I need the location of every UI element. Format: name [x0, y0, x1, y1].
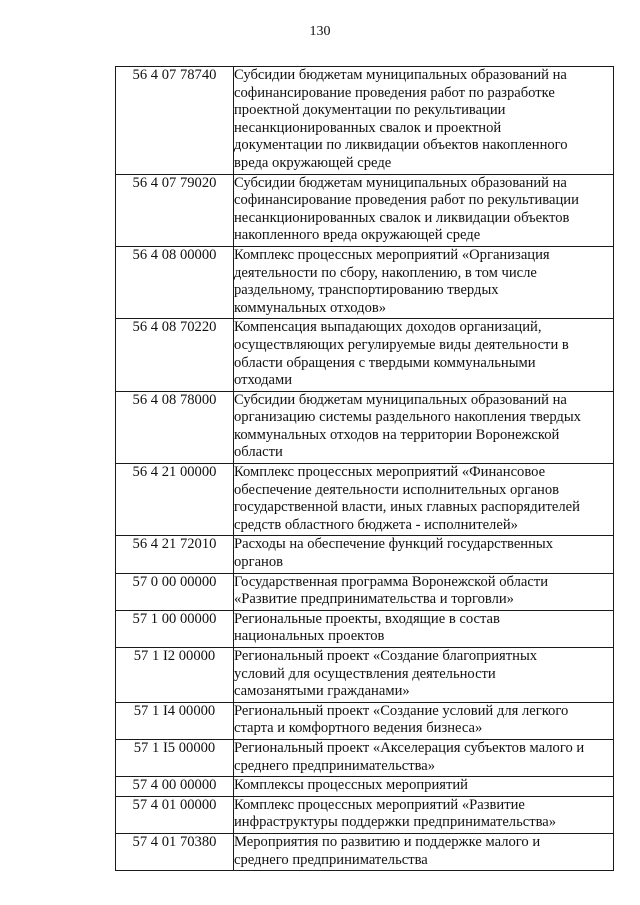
description-line: накопленного вреда окружающей среде — [234, 227, 481, 244]
description-line: среднего предпринимательства» — [234, 757, 436, 774]
table-row — [116, 777, 614, 797]
table-row — [116, 246, 614, 318]
expenditure-description — [234, 391, 614, 463]
table-row — [116, 174, 614, 246]
table-row — [116, 833, 614, 870]
description-line: организацию системы раздельного накопления твердых — [234, 409, 581, 426]
budget-classification-table — [115, 66, 614, 871]
description-line: деятельности по сбору, накоплению, в том числе — [234, 264, 537, 281]
description-line: Региональный проект «Создание благоприятных — [234, 648, 538, 664]
description-line: раздельному, транспортированию твердых — [234, 282, 499, 299]
description-line: области обращения с твердыми коммунальными — [234, 354, 536, 371]
description-line: софинансирование проведения работ по разработке — [234, 84, 555, 101]
description-line: отходами — [234, 372, 293, 389]
table-row — [116, 796, 614, 833]
description-line: области — [234, 444, 283, 461]
description-line: Субсидии бюджетам муниципальных образований на — [234, 174, 567, 191]
description-line: среднего предпринимательства — [234, 851, 428, 868]
expenditure-description — [234, 739, 614, 776]
description-line: Региональный проект «Создание условий для легкого — [234, 702, 569, 719]
expenditure-description — [234, 246, 614, 318]
table-body — [116, 67, 614, 871]
description-line: самозанятыми гражданами» — [234, 683, 410, 700]
table-row — [116, 464, 614, 536]
description-line: Мероприятия по развитию и поддержке малого и — [234, 833, 541, 850]
table-row — [116, 739, 614, 776]
description-line: несанкционированных свалок и проектной — [234, 119, 502, 136]
expenditure-description — [234, 67, 614, 175]
description-line: старта и комфортного ведения бизнеса» — [234, 720, 483, 737]
description-line: проектной документации по рекультивации — [234, 102, 506, 119]
table-row — [116, 67, 614, 175]
description-line: коммунальных отходов» — [234, 299, 387, 316]
target-article-code: 56 4 08 78000 — [116, 391, 234, 463]
expenditure-description — [234, 702, 614, 739]
table-row — [116, 702, 614, 739]
description-line: документации по ликвидации объектов накопленного — [234, 137, 568, 154]
description-line: средств областного бюджета - исполнителей» — [234, 516, 518, 533]
description-line: обеспечение деятельности исполнительных органов — [234, 481, 560, 498]
target-article-code: 57 4 01 70380 — [116, 833, 234, 870]
description-line: софинансирование проведения работ по рекультивации — [234, 192, 579, 209]
description-line: Комплексы процессных мероприятий — [234, 777, 468, 794]
expenditure-description — [234, 610, 614, 647]
target-article-code: 57 1 I2 00000 — [116, 648, 234, 703]
description-line: Региональные проекты, входящие в состав — [234, 610, 500, 627]
description-line: несанкционированных свалок и ликвидации объектов — [234, 209, 570, 226]
target-article-code: 56 4 08 00000 — [116, 246, 234, 318]
description-line: Региональный проект «Акселерация субъектов малого и — [234, 739, 585, 756]
description-line: осуществляющих регулируемые виды деятельности в — [234, 336, 569, 353]
expenditure-description — [234, 833, 614, 870]
expenditure-description — [234, 464, 614, 536]
table-row — [116, 319, 614, 391]
target-article-code: 56 4 07 78740 — [116, 67, 234, 175]
description-line: Субсидии бюджетам муниципальных образований на — [234, 391, 567, 408]
description-line: органов — [234, 554, 284, 571]
expenditure-description — [234, 536, 614, 573]
expenditure-description — [234, 648, 614, 703]
description-line: инфраструктуры поддержки предпринимательства» — [234, 814, 557, 831]
target-article-code: 56 4 21 72010 — [116, 536, 234, 573]
expenditure-description — [234, 174, 614, 246]
table-row — [116, 391, 614, 463]
target-article-code: 56 4 21 00000 — [116, 464, 234, 536]
description-line: Компенсация выпадающих доходов организаций, — [234, 319, 542, 336]
description-line: Комплекс процессных мероприятий «Финансовое — [234, 464, 546, 481]
description-line: Субсидии бюджетам муниципальных образований на — [234, 67, 567, 83]
target-article-code: 56 4 08 70220 — [116, 319, 234, 391]
target-article-code: 57 4 00 00000 — [116, 777, 234, 797]
description-line: национальных проектов — [234, 628, 385, 645]
description-line: Государственная программа Воронежской области — [234, 573, 549, 590]
target-article-code: 57 0 00 00000 — [116, 573, 234, 610]
table-row — [116, 648, 614, 703]
description-line: Комплекс процессных мероприятий «Развитие — [234, 796, 525, 813]
description-line: «Развитие предпринимательства и торговли» — [234, 591, 514, 608]
target-article-code: 56 4 07 79020 — [116, 174, 234, 246]
page-number: 130 — [309, 24, 331, 39]
description-line: вреда окружающей среде — [234, 154, 392, 171]
target-article-code: 57 4 01 00000 — [116, 796, 234, 833]
table-row — [116, 573, 614, 610]
description-line: коммунальных отходов на территории Воронежской — [234, 426, 560, 443]
expenditure-description — [234, 777, 614, 797]
description-line: Расходы на обеспечение функций государственных — [234, 536, 554, 553]
description-line: условий для осуществления деятельности — [234, 665, 496, 682]
description-line: Комплекс процессных мероприятий «Организация — [234, 246, 550, 263]
expenditure-description — [234, 796, 614, 833]
table-row — [116, 610, 614, 647]
description-line: государственной власти, иных главных распорядителей — [234, 499, 580, 516]
target-article-code: 57 1 I5 00000 — [116, 739, 234, 776]
expenditure-description — [234, 319, 614, 391]
expenditure-description — [234, 573, 614, 610]
target-article-code: 57 1 00 00000 — [116, 610, 234, 647]
target-article-code: 57 1 I4 00000 — [116, 702, 234, 739]
table-row — [116, 536, 614, 573]
